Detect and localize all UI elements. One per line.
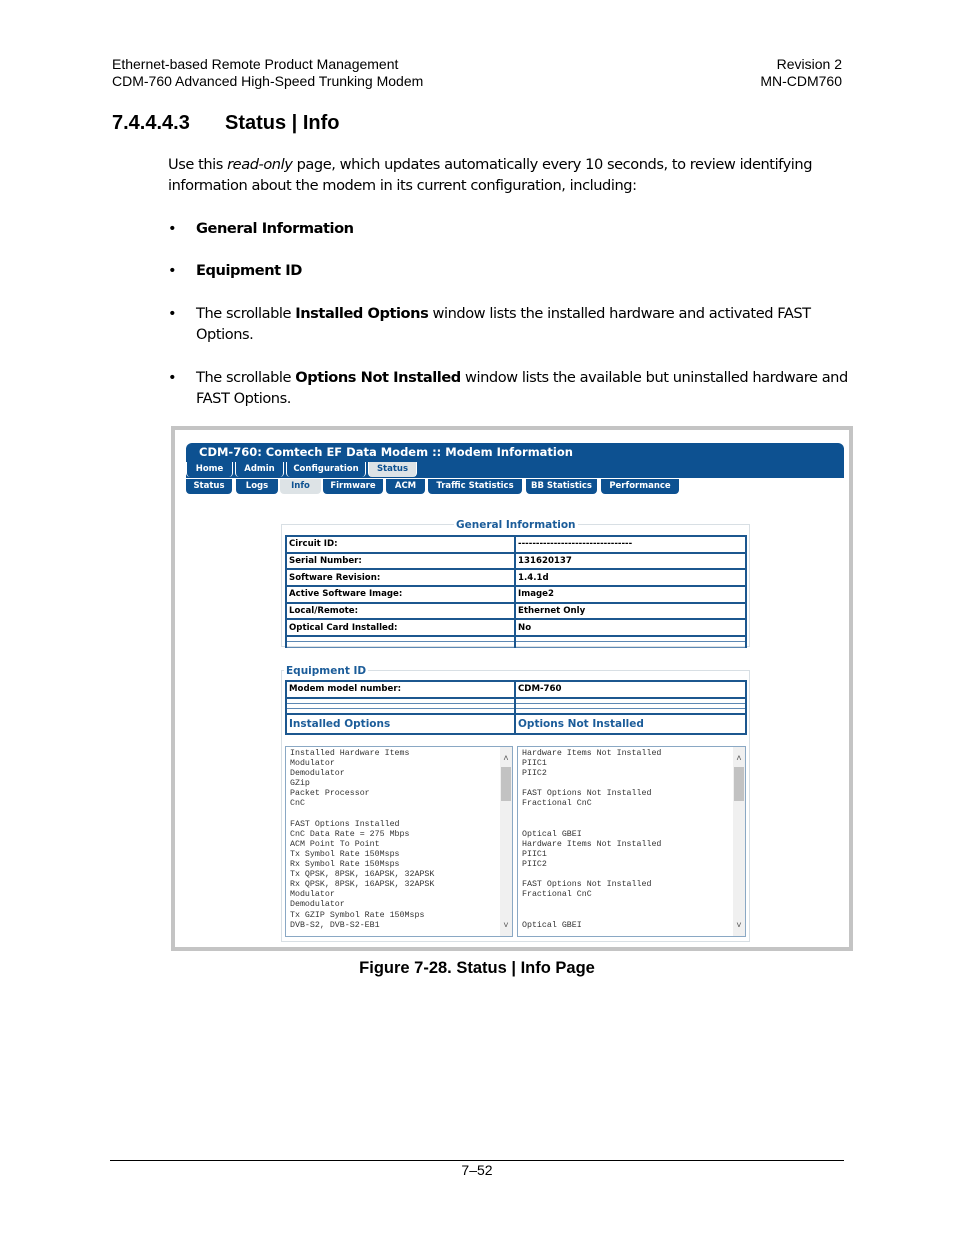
subtab-status[interactable]: Status bbox=[186, 479, 232, 494]
list-item: Optical GBEI bbox=[522, 920, 582, 930]
list-item: FAST Options Not Installed bbox=[522, 880, 652, 890]
main-nav bbox=[186, 462, 844, 478]
figure-caption: Figure 7-28. Status | Info Page bbox=[359, 959, 595, 977]
serial-number-value: 131620137 bbox=[515, 553, 746, 570]
table-row bbox=[286, 553, 746, 570]
list-item: PIIC2 bbox=[522, 769, 547, 779]
list-item: Tx Symbol Rate 150Msps bbox=[290, 849, 400, 859]
intro-text-start: Use this bbox=[168, 156, 228, 173]
row-label: Serial Number: bbox=[286, 553, 515, 570]
local-remote-value: Ethernet Only bbox=[515, 603, 746, 620]
options-heading-row bbox=[286, 714, 746, 734]
subtab-performance[interactable]: Performance bbox=[601, 479, 679, 494]
bullet-installed-options bbox=[168, 303, 848, 345]
list-item: Tx GZIP Symbol Rate 150Msps bbox=[290, 910, 425, 920]
row-label: Local/Remote: bbox=[286, 603, 515, 620]
list-item: FAST Options Installed bbox=[290, 819, 400, 829]
app-title-bar: CDM-760: Comtech EF Data Modem :: Modem Information bbox=[186, 443, 844, 462]
intro-paragraph bbox=[168, 154, 848, 196]
empty-cell bbox=[286, 642, 515, 648]
row-label: Software Revision: bbox=[286, 569, 515, 586]
list-item: GZip bbox=[290, 779, 310, 789]
list-item: PIIC1 bbox=[522, 849, 547, 859]
scroll-thumb[interactable] bbox=[501, 767, 511, 801]
bullet-text: window lists the available but uninstalled hardware and FAST Options. bbox=[196, 369, 848, 407]
equipment-id-panel bbox=[281, 665, 750, 942]
general-information-table bbox=[285, 535, 747, 648]
list-item: Modulator bbox=[290, 759, 335, 769]
bullet-bold: Equipment ID bbox=[196, 262, 302, 279]
subtab-bb-statistics[interactable]: BB Statistics bbox=[526, 479, 597, 494]
list-item: Modulator bbox=[290, 890, 335, 900]
options-not-installed-scrollbar[interactable] bbox=[733, 747, 745, 936]
bullet-text: The scrollable bbox=[196, 305, 296, 322]
active-image-value: Image2 bbox=[515, 586, 746, 603]
list-item: CnC bbox=[290, 799, 305, 809]
list-item: DVB-S2, DVB-S2-EB1 bbox=[290, 920, 380, 930]
intro-text-end: page, which updates automatically every 10 seconds, to review identifying information about the modem in its current configuration, including: bbox=[168, 156, 813, 194]
software-revision-value: 1.4.1d bbox=[515, 569, 746, 586]
tab-configuration[interactable]: Configuration bbox=[286, 462, 366, 477]
list-item: Fractional CnC bbox=[522, 799, 592, 809]
page-number: 7–52 bbox=[461, 1162, 493, 1178]
options-not-installed-listbox[interactable] bbox=[517, 746, 746, 937]
list-item: CnC Data Rate = 275 Mbps bbox=[290, 829, 410, 839]
bullet-text: window lists the installed hardware and activated FAST Options. bbox=[196, 305, 811, 343]
installed-options-scrollbar[interactable] bbox=[500, 747, 512, 936]
list-item bbox=[522, 810, 745, 820]
list-item: Demodulator bbox=[290, 769, 345, 779]
list-item: Optical GBEI bbox=[522, 829, 582, 839]
subtab-firmware[interactable]: Firmware bbox=[323, 479, 383, 494]
scroll-up-icon[interactable]: ˄ bbox=[736, 754, 742, 764]
subtab-traffic-statistics[interactable]: Traffic Statistics bbox=[428, 479, 522, 494]
table-row bbox=[286, 586, 746, 603]
bullet-general-information bbox=[168, 218, 848, 239]
bullet-bold: General Information bbox=[196, 220, 354, 237]
table-row bbox=[286, 603, 746, 620]
figure-screenshot bbox=[171, 426, 853, 951]
row-label: Circuit ID: bbox=[286, 536, 515, 553]
list-item: Packet Processor bbox=[290, 789, 370, 799]
list-item bbox=[522, 870, 745, 880]
header-product-title: CDM-760 Advanced High-Speed Trunking Modem bbox=[112, 72, 424, 89]
subtab-logs[interactable]: Logs bbox=[236, 479, 278, 494]
row-label: Modem model number: bbox=[286, 681, 515, 698]
section-heading bbox=[112, 112, 339, 135]
list-item: ACM Point To Point bbox=[290, 839, 380, 849]
section-number: 7.4.4.4.3 bbox=[112, 112, 190, 134]
tab-home[interactable]: Home bbox=[186, 462, 233, 477]
modem-web-app bbox=[183, 438, 845, 943]
bullet-options-not-installed bbox=[168, 367, 848, 409]
bullet-bold: Installed Options bbox=[295, 305, 429, 322]
general-information-panel bbox=[281, 519, 750, 647]
list-item: PIIC2 bbox=[522, 860, 547, 870]
header-revision: Revision 2 bbox=[776, 56, 842, 72]
table-row bbox=[286, 619, 746, 636]
general-information-legend: General Information bbox=[456, 519, 576, 531]
bullet-equipment-id bbox=[168, 260, 848, 281]
list-item: PIIC1 bbox=[522, 759, 547, 769]
subtab-info[interactable]: Info bbox=[280, 479, 321, 494]
list-item: Rx QPSK, 8PSK, 16APSK, 32APSK bbox=[290, 880, 435, 890]
optical-card-value: No bbox=[515, 619, 746, 636]
intro-text-italic: read-only bbox=[227, 156, 293, 173]
options-not-installed-heading: Options Not Installed bbox=[515, 714, 746, 734]
table-row bbox=[286, 536, 746, 553]
list-item: Tx QPSK, 8PSK, 16APSK, 32APSK bbox=[290, 870, 435, 880]
installed-options-listbox[interactable] bbox=[285, 746, 513, 937]
subtab-acm[interactable]: ACM bbox=[386, 479, 425, 494]
equipment-id-legend: Equipment ID bbox=[286, 665, 367, 677]
scroll-down-icon[interactable]: ˅ bbox=[736, 921, 742, 931]
list-item bbox=[522, 900, 745, 910]
row-label: Active Software Image: bbox=[286, 586, 515, 603]
list-item: Rx Symbol Rate 150Msps bbox=[290, 860, 400, 870]
list-item: Hardware Items Not Installed bbox=[522, 749, 662, 758]
list-item: FAST Options Not Installed bbox=[522, 789, 652, 799]
header-manual-number: MN-CDM760 bbox=[760, 72, 842, 89]
list-item bbox=[522, 820, 745, 830]
scroll-up-icon[interactable]: ˄ bbox=[503, 754, 509, 764]
scroll-down-icon[interactable]: ˅ bbox=[503, 921, 509, 931]
list-item: Hardware Items Not Installed bbox=[522, 839, 662, 849]
list-item: Installed Hardware Items bbox=[290, 749, 410, 758]
list-item bbox=[290, 810, 512, 820]
section-title: Status | Info bbox=[225, 112, 340, 134]
bullet-text: The scrollable bbox=[196, 369, 296, 386]
list-item: Demodulator bbox=[290, 900, 345, 910]
footer-divider bbox=[110, 1160, 844, 1161]
header-doc-title: Ethernet-based Remote Product Management bbox=[112, 56, 399, 72]
row-label: Optical Card Installed: bbox=[286, 619, 515, 636]
circuit-id-value: -------------------------------- bbox=[515, 536, 746, 553]
table-row bbox=[286, 569, 746, 586]
table-row-empty bbox=[286, 642, 746, 648]
equipment-id-table bbox=[285, 680, 747, 735]
modem-model-value: CDM-760 bbox=[515, 681, 746, 698]
list-item: Fractional CnC bbox=[522, 890, 592, 900]
table-row bbox=[286, 681, 746, 698]
empty-cell bbox=[515, 642, 746, 648]
list-item bbox=[522, 911, 745, 921]
tab-admin[interactable]: Admin bbox=[235, 462, 284, 477]
scroll-thumb[interactable] bbox=[734, 767, 744, 801]
installed-options-heading: Installed Options bbox=[286, 714, 515, 734]
tab-status[interactable]: Status bbox=[368, 462, 417, 477]
bullet-bold: Options Not Installed bbox=[295, 369, 461, 386]
list-item bbox=[522, 779, 745, 789]
